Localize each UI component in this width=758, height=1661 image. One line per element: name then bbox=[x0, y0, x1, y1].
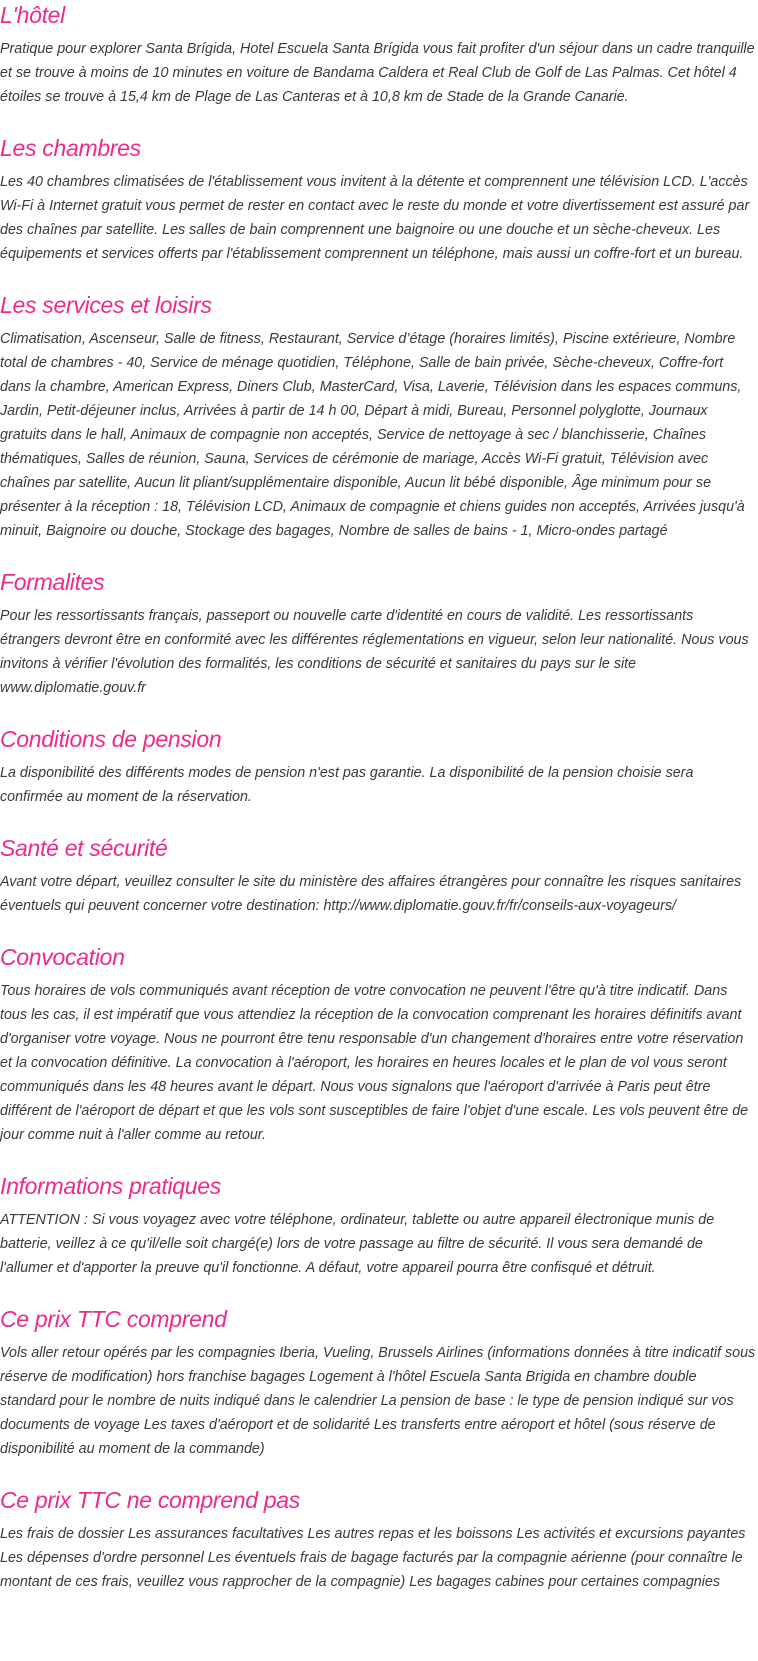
section-title: L'hôtel bbox=[0, 2, 65, 28]
section-board-conditions bbox=[0, 724, 756, 809]
section-price-includes bbox=[0, 1304, 756, 1461]
section-text: Pour les ressortissants français, passeport ou nouvelle carte d'identité en cours de validité. Les ressortissants étrangers devront être en conformité avec les différentes réglementations en vigueur, selon leur nationalité. Nous vous invitons à vérifier l'évolution des formalités, les conditions de sécurité et sanitaires du pays sur le site www.diplomatie.gouv.fr bbox=[0, 608, 749, 696]
section-text: Climatisation, Ascenseur, Salle de fitness, Restaurant, Service d’étage (horaires limités), Piscine extérieure, Nombre total de chambres - 40, Service de ménage quotidien, Téléphone, Salle de bain privée, Sèche-cheveux, Coffre-fort dans la chambre, American Express, Diners Club, MasterCard, Visa, Laverie, Télévision dans les espaces communs, Jardin, Petit-déjeuner inclus, Arrivées à partir de 14 h 00, Départ à midi, Bureau, Personnel polyglotte, Journaux gratuits dans le hall, Animaux de compagnie non acceptés, Service de nettoyage à sec / blanchisserie, Chaînes thématiques, Salles de réunion, Sauna, Services de cérémonie de mariage, Accès Wi-Fi gratuit, Télévision avec chaînes par satellite, Aucun lit pliant/supplémentaire disponible, Aucun lit bébé disponible, Âge minimum pour se présenter à la réception : 18, Télévision LCD, Animaux de compagnie et chiens guides non acceptés, Arrivées jusqu'à minuit, Baignoire ou douche, Stockage des bagages, Nombre de salles de bains - 1, Micro-ondes partagé bbox=[0, 331, 745, 539]
section-price-excludes bbox=[0, 1485, 756, 1594]
section-text: Pratique pour explorer Santa Brígida, Hotel Escuela Santa Brígida vous fait profiter d'un séjour dans un cadre tranquille et se trouve à moins de 10 minutes en voiture de Bandama Caldera et Real Club de Golf de Las Palmas. Cet hôtel 4 étoiles se trouve à 15,4 km de Plage de Las Canteras et à 10,8 km de Stade de la Grande Canarie. bbox=[0, 41, 755, 105]
section-title: Conditions de pension bbox=[0, 726, 222, 752]
section-hotel bbox=[0, 0, 756, 109]
section-text: Avant votre départ, veuillez consulter le site du ministère des affaires étrangères pour connaître les risques sanitaires éventuels qui peuvent concerner votre destination: http://www.diplomatie.gouv.fr/fr/conseils-aux-voyageurs/ bbox=[0, 874, 742, 914]
section-text: Vols aller retour opérés par les compagnies Iberia, Vueling, Brussels Airlines (informations données à titre indicatif sous réserve de modification) hors franchise bagages Logement à l'hôtel Escuela Santa Brigida en chambre double standard pour le nombre de nuits indiqué dans le calendrier La pension de base : le type de pension indiqué sur vos documents de voyage Les taxes d'aéroport et de solidarité Les transferts entre aéroport et hôtel (sous réserve de disponibilité au moment de la commande) bbox=[0, 1345, 756, 1457]
section-title: Santé et sécurité bbox=[0, 835, 168, 861]
section-services bbox=[0, 290, 756, 543]
section-title: Les chambres bbox=[0, 135, 141, 161]
section-title: Ce prix TTC ne comprend pas bbox=[0, 1487, 300, 1513]
section-text: La disponibilité des différents modes de pension n'est pas garantie. La disponibilité de la pension choisie sera confirmée au moment de la réservation. bbox=[0, 765, 694, 805]
section-title: Informations pratiques bbox=[0, 1173, 221, 1199]
section-title: Convocation bbox=[0, 944, 125, 970]
section-text: Les 40 chambres climatisées de l'établissement vous invitent à la détente et comprennent une télévision LCD. L'accès Wi-Fi à Internet gratuit vous permet de rester en contact avec le reste du monde et votre divertissement est assuré par des chaînes par satellite. Les salles de bain comprennent une baignoire ou une douche et un sèche-cheveux. Les équipements et services offerts par l'établissement comprennent un téléphone, mais aussi un coffre-fort et un bureau. bbox=[0, 174, 750, 262]
section-convocation bbox=[0, 942, 756, 1147]
section-text: ATTENTION : Si vous voyagez avec votre téléphone, ordinateur, tablette ou autre appareil électronique munis de batterie, veillez à ce qu'il/elle soit chargé(e) lors de votre passage au filtre de sécurité. Il vous sera demandé de l'allumer et d'apporter la preuve qu'il fonctionne. A défaut, votre appareil pourra être confisqué et détruit. bbox=[0, 1212, 715, 1276]
section-rooms bbox=[0, 133, 756, 266]
section-formalities bbox=[0, 567, 756, 700]
section-title: Les services et loisirs bbox=[0, 292, 212, 318]
section-title: Formalites bbox=[0, 569, 105, 595]
section-practical-info bbox=[0, 1171, 756, 1280]
section-title: Ce prix TTC comprend bbox=[0, 1306, 227, 1332]
section-health-safety bbox=[0, 833, 756, 918]
section-text: Les frais de dossier Les assurances facultatives Les autres repas et les boissons Les activités et excursions payantes Les dépenses d'ordre personnel Les éventuels frais de bagage facturés par la compagnie aérienne (pour connaître le montant de ces frais, veuillez vous rapprocher de la compagnie) Les bagages cabines pour certaines compagnies bbox=[0, 1526, 746, 1590]
section-text: Tous horaires de vols communiqués avant réception de votre convocation ne peuvent l'être qu'à titre indicatif. Dans tous les cas, il est impératif que vous attendiez la réception de la convocation comprenant les horaires définitifs avant d'organiser votre voyage. Nous ne pourront être tenu responsable d'un changement d'horaires entre votre réservation et la convocation définitive. La convocation à l'aéroport, les horaires en heures locales et le plan de vol vous seront communiqués dans les 48 heures avant le départ. Nous vous signalons que l'aéroport d'arrivée à Paris peut être différent de l'aéroport de départ et que les vols sont susceptibles de faire l'objet d'une escale. Les vols peuvent être de jour comme nuit à l'aller comme au retour. bbox=[0, 983, 749, 1143]
